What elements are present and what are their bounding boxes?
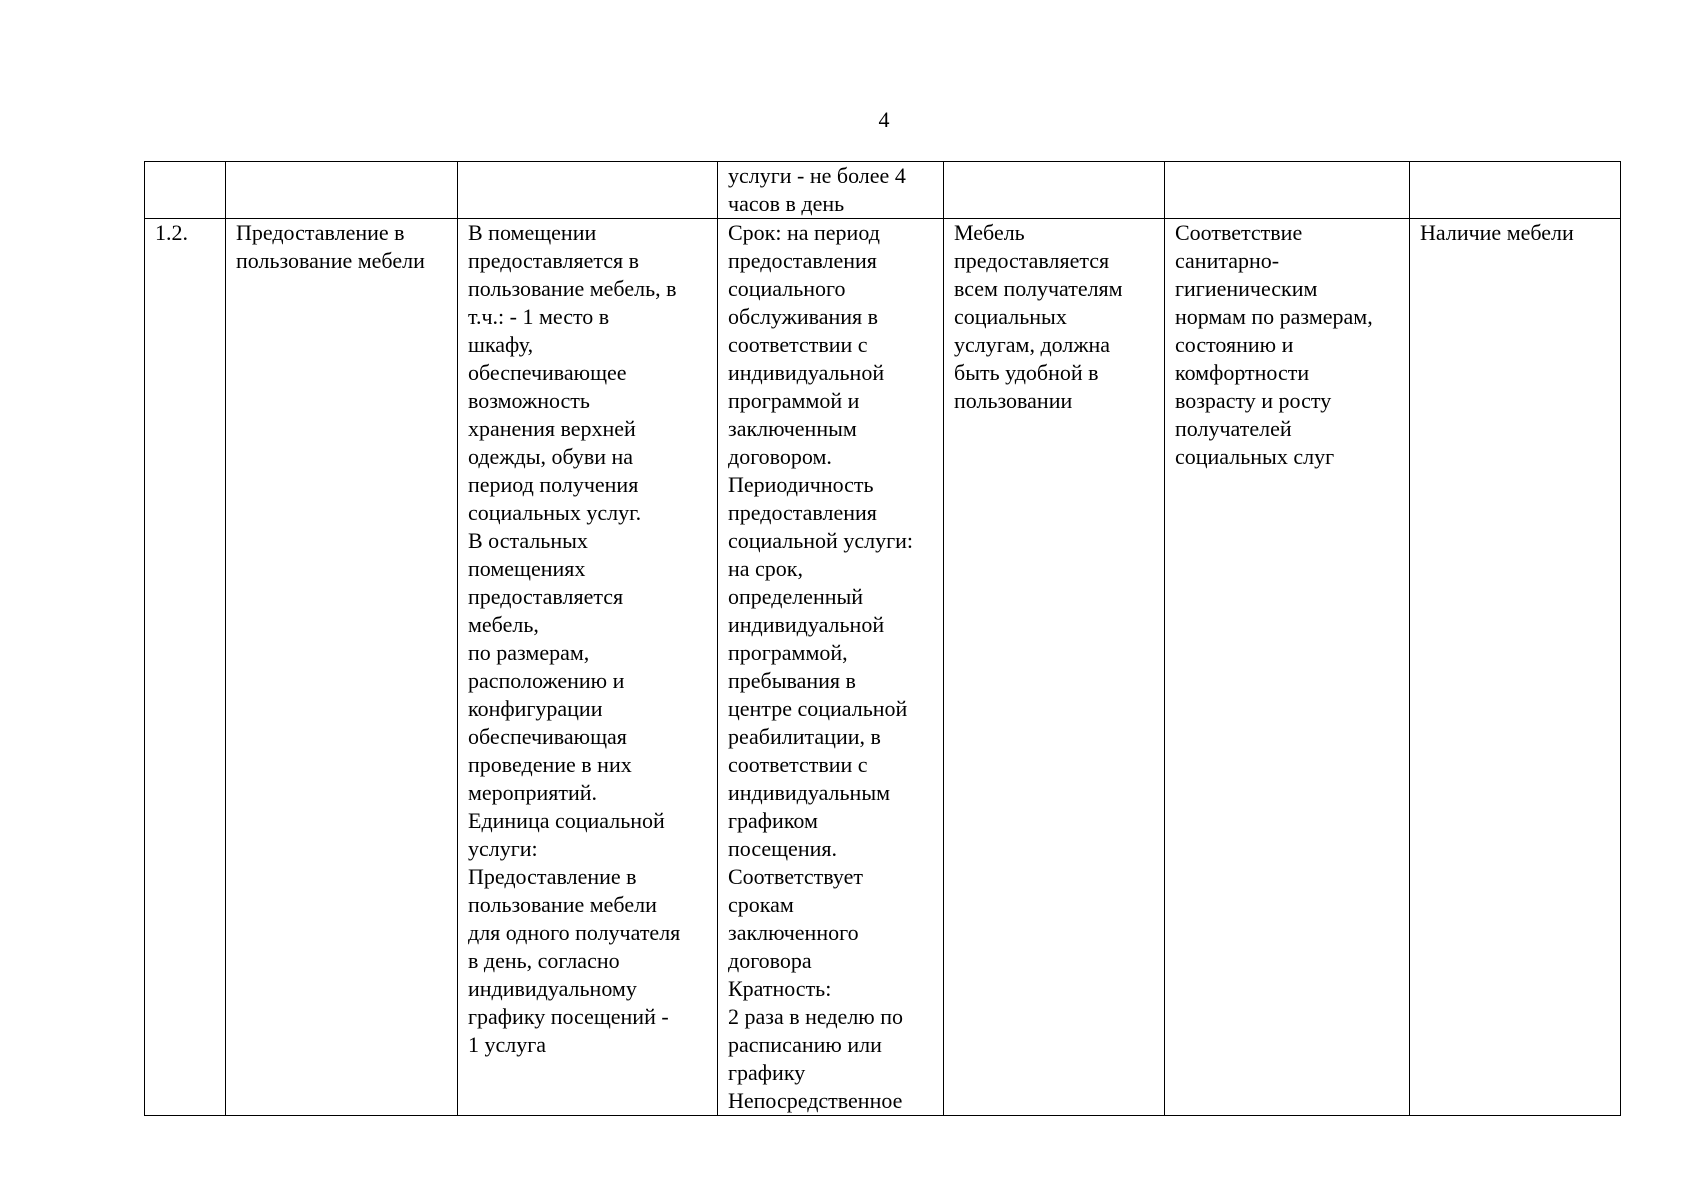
cell-text-line: соответствии с: [728, 752, 868, 777]
cell-text-line: пользование мебели: [468, 892, 657, 917]
cell-text-line: нормам по размерам,: [1175, 304, 1373, 329]
cell-text-line: социальных услуг.: [468, 500, 642, 525]
cell-text-line: соответствии с: [728, 332, 868, 357]
cell-text-line: мебель,: [468, 612, 539, 637]
cell-quality-evaluation: [1410, 219, 1621, 1116]
cell-text-line: состоянию и: [1175, 332, 1294, 357]
cell-service-name: [226, 162, 458, 219]
cell-text-line: пользовании: [954, 388, 1073, 413]
cell-text-line: Периодичность: [728, 472, 874, 497]
cell-text-line: возрасту и росту: [1175, 388, 1332, 413]
cell-text-line: получателей: [1175, 416, 1292, 441]
cell-text-line: одежды, обуви на: [468, 444, 634, 469]
cell-text-line: посещения.: [728, 836, 837, 861]
cell-text-line: санитарно-: [1175, 248, 1280, 273]
cell-service-terms: [718, 219, 944, 1116]
cell-text-line: расположению и: [468, 668, 625, 693]
cell-text-line: заключенным: [728, 416, 857, 441]
cell-text-line: Срок: на период: [728, 220, 880, 245]
cell-text-line: предоставления: [728, 500, 877, 525]
page-number: 4: [878, 107, 890, 132]
cell-service-description: [458, 219, 718, 1116]
cell-number: [145, 219, 226, 1116]
cell-text-line: В помещении: [468, 220, 597, 245]
cell-text-line: гигиеническим: [1175, 276, 1318, 301]
cell-text-line: 2 раза в неделю по: [728, 1004, 904, 1029]
cell-text-line: программой и: [728, 388, 860, 413]
cell-service-description: [458, 162, 718, 219]
cell-service-terms: [718, 162, 944, 219]
cell-text-line: период получения: [468, 472, 639, 497]
cell-text-line: хранения верхней: [468, 416, 636, 441]
cell-text-line: Соответствие: [1175, 220, 1303, 245]
cell-text-line: т.ч.: - 1 место в: [468, 304, 610, 329]
cell-text-line: индивидуальной: [728, 612, 885, 637]
cell-text-line: Кратность:: [728, 976, 832, 1001]
cell-text-line: программой,: [728, 640, 848, 665]
cell-text-line: реабилитации, в: [728, 724, 881, 749]
cell-text-line: договором.: [728, 444, 832, 469]
cell-text-line: конфигурации: [468, 696, 603, 721]
cell-text-line: Предоставление в: [236, 220, 405, 245]
table-row-furniture: [145, 219, 1621, 1116]
cell-text-line: всем получателям: [954, 276, 1123, 301]
cell-text-line: предоставляется в: [468, 248, 640, 273]
cell-text-line: предоставляется: [954, 248, 1110, 273]
cell-text-line: услугам, должна: [954, 332, 1111, 357]
cell-text-line: социальной услуги:: [728, 528, 913, 553]
cell-text-line: пребывания в: [728, 668, 856, 693]
cell-text-line: индивидуальной: [728, 360, 885, 385]
cell-service-conditions: [1165, 219, 1410, 1116]
cell-text-line: обслуживания в: [728, 304, 879, 329]
cell-text-line: услуги:: [468, 836, 538, 861]
cell-text-line: Наличие мебели: [1420, 220, 1574, 245]
cell-text-line: предоставляется: [468, 584, 624, 609]
cell-text-line: индивидуальным: [728, 780, 891, 805]
cell-text-line: заключенного: [728, 920, 859, 945]
cell-text-line: обеспечивающая: [468, 724, 627, 749]
cell-text-line: графику посещений -: [468, 1004, 669, 1029]
cell-text-line: по размерам,: [468, 640, 590, 665]
cell-text-line: мероприятий.: [468, 780, 598, 805]
cell-text-line: помещениях: [468, 556, 586, 581]
cell-text-line: комфортности: [1175, 360, 1310, 385]
cell-text-line: графиком: [728, 808, 818, 833]
cell-text-line: проведение в них: [468, 752, 632, 777]
cell-text-line: шкафу,: [468, 332, 534, 357]
cell-text-line: на срок,: [728, 556, 803, 581]
cell-quality-evaluation: [1410, 162, 1621, 219]
cell-text-line: Предоставление в: [468, 864, 637, 889]
cell-text-line: определенный: [728, 584, 864, 609]
cell-text-line: в день, согласно: [468, 948, 620, 973]
cell-text-line: 1 услуга: [468, 1032, 547, 1057]
service-standards-table: [144, 161, 1621, 1116]
cell-service-indicators: [944, 162, 1165, 219]
cell-text-line: социальных: [954, 304, 1067, 329]
cell-text-line: индивидуальному: [468, 976, 637, 1001]
cell-text-line: расписанию или: [728, 1032, 882, 1057]
cell-text-line: Соответствует: [728, 864, 864, 889]
cell-text-line: социальных слуг: [1175, 444, 1335, 469]
cell-text-line: Единица социальной: [468, 808, 665, 833]
cell-service-conditions: [1165, 162, 1410, 219]
cell-text-line: услуги - не более 4: [728, 163, 906, 188]
cell-text-line: графику: [728, 1060, 806, 1085]
table-row-continuation: [145, 162, 1621, 219]
cell-text-line: Мебель: [954, 220, 1025, 245]
cell-text-line: 1.2.: [155, 220, 188, 245]
cell-text-line: договора: [728, 948, 812, 973]
cell-service-name: [226, 219, 458, 1116]
cell-text-line: обеспечивающее: [468, 360, 627, 385]
cell-text-line: срокам: [728, 892, 794, 917]
cell-text-line: быть удобной в: [954, 360, 1099, 385]
cell-text-line: социального: [728, 276, 846, 301]
cell-text-line: предоставления: [728, 248, 877, 273]
cell-text-line: для одного получателя: [468, 920, 681, 945]
cell-text-line: В остальных: [468, 528, 588, 553]
cell-number: [145, 162, 226, 219]
cell-text-line: Непосредственное: [728, 1088, 903, 1113]
cell-text-line: пользование мебель, в: [468, 276, 677, 301]
cell-text-line: часов в день: [728, 191, 845, 216]
cell-text-line: пользование мебели: [236, 248, 425, 273]
cell-service-indicators: [944, 219, 1165, 1116]
cell-text-line: центре социальной: [728, 696, 908, 721]
cell-text-line: возможность: [468, 388, 590, 413]
